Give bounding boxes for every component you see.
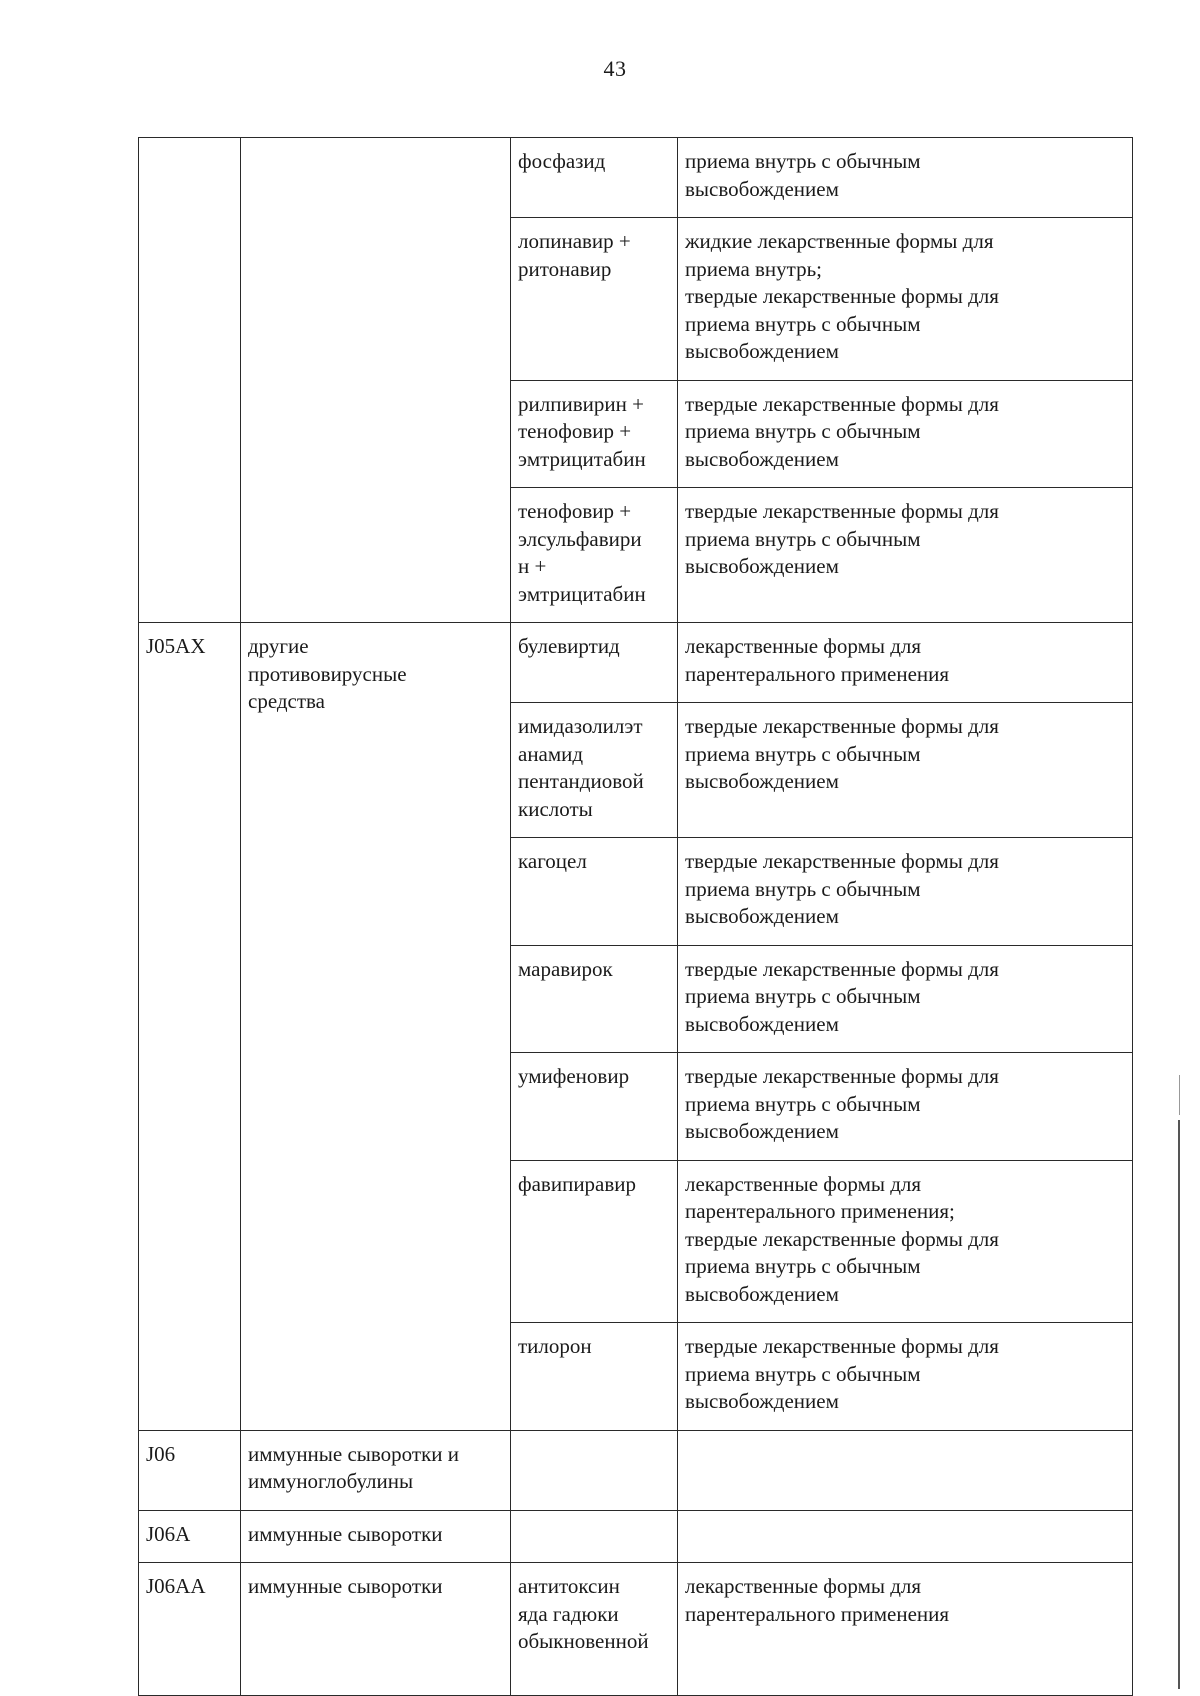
atc-code-cell <box>139 138 241 623</box>
group-name-cell: иммунные сыворотки и иммуноглобулины <box>241 1430 511 1510</box>
dosage-form-cell: приема внутрь с обычным высвобождением <box>678 138 1133 218</box>
drug-name-cell: рилпивирин + тенофовир + эмтрицитабин <box>511 380 678 488</box>
drug-name-cell <box>511 1510 678 1563</box>
scan-edge-line <box>1178 1120 1180 1689</box>
drug-table <box>138 137 1133 1696</box>
dosage-form-cell <box>678 1430 1133 1510</box>
dosage-form-cell: лекарственные формы для парентерального применения <box>678 623 1133 703</box>
drug-name-cell: тилорон <box>511 1323 678 1431</box>
group-name-cell <box>241 138 511 623</box>
drug-name-cell: фосфазид <box>511 138 678 218</box>
drug-name-cell: антитоксин яда гадюки обыкновенной <box>511 1563 678 1696</box>
drug-name-cell: маравирок <box>511 945 678 1053</box>
dosage-form-cell: твердые лекарственные формы для приема внутрь с обычным высвобождением <box>678 1053 1133 1161</box>
atc-code-cell: J05AX <box>139 623 241 1431</box>
drug-name-cell: фавипиравир <box>511 1160 678 1323</box>
drug-name-cell: лопинавир + ритонавир <box>511 218 678 381</box>
table-row <box>139 1563 1133 1696</box>
table-row <box>139 623 1133 703</box>
group-name-cell: другие противовирусные средства <box>241 623 511 1431</box>
dosage-form-cell: твердые лекарственные формы для приема внутрь с обычным высвобождением <box>678 838 1133 946</box>
dosage-form-cell: лекарственные формы для парентерального применения <box>678 1563 1133 1696</box>
dosage-form-cell: жидкие лекарственные формы для приема внутрь; твердые лекарственные формы для приема внутрь с обычным высвобождением <box>678 218 1133 381</box>
group-name-cell: иммунные сыворотки <box>241 1563 511 1696</box>
table-row <box>139 1510 1133 1563</box>
dosage-form-cell: твердые лекарственные формы для приема внутрь с обычным высвобождением <box>678 945 1133 1053</box>
scan-edge-line <box>1179 1075 1180 1115</box>
table-row <box>139 1430 1133 1510</box>
atc-code-cell: J06 <box>139 1430 241 1510</box>
group-name-cell: иммунные сыворотки <box>241 1510 511 1563</box>
dosage-form-cell: твердые лекарственные формы для приема внутрь с обычным высвобождением <box>678 1323 1133 1431</box>
dosage-form-cell: твердые лекарственные формы для приема внутрь с обычным высвобождением <box>678 488 1133 623</box>
page-number: 43 <box>603 56 627 81</box>
atc-code-cell: J06AA <box>139 1563 241 1696</box>
drug-name-cell: имидазолилэт анамид пентандиовой кислоты <box>511 703 678 838</box>
dosage-form-cell: лекарственные формы для парентерального применения; твердые лекарственные формы для приема внутрь с обычным высвобождением <box>678 1160 1133 1323</box>
drug-name-cell: кагоцел <box>511 838 678 946</box>
drug-name-cell: умифеновир <box>511 1053 678 1161</box>
atc-code-cell: J06A <box>139 1510 241 1563</box>
dosage-form-cell: твердые лекарственные формы для приема внутрь с обычным высвобождением <box>678 380 1133 488</box>
table-row <box>139 138 1133 218</box>
drug-name-cell: булевиртид <box>511 623 678 703</box>
dosage-form-cell <box>678 1510 1133 1563</box>
drug-name-cell <box>511 1430 678 1510</box>
drug-name-cell: тенофовир + элсульфавири н + эмтрицитабин <box>511 488 678 623</box>
dosage-form-cell: твердые лекарственные формы для приема внутрь с обычным высвобождением <box>678 703 1133 838</box>
